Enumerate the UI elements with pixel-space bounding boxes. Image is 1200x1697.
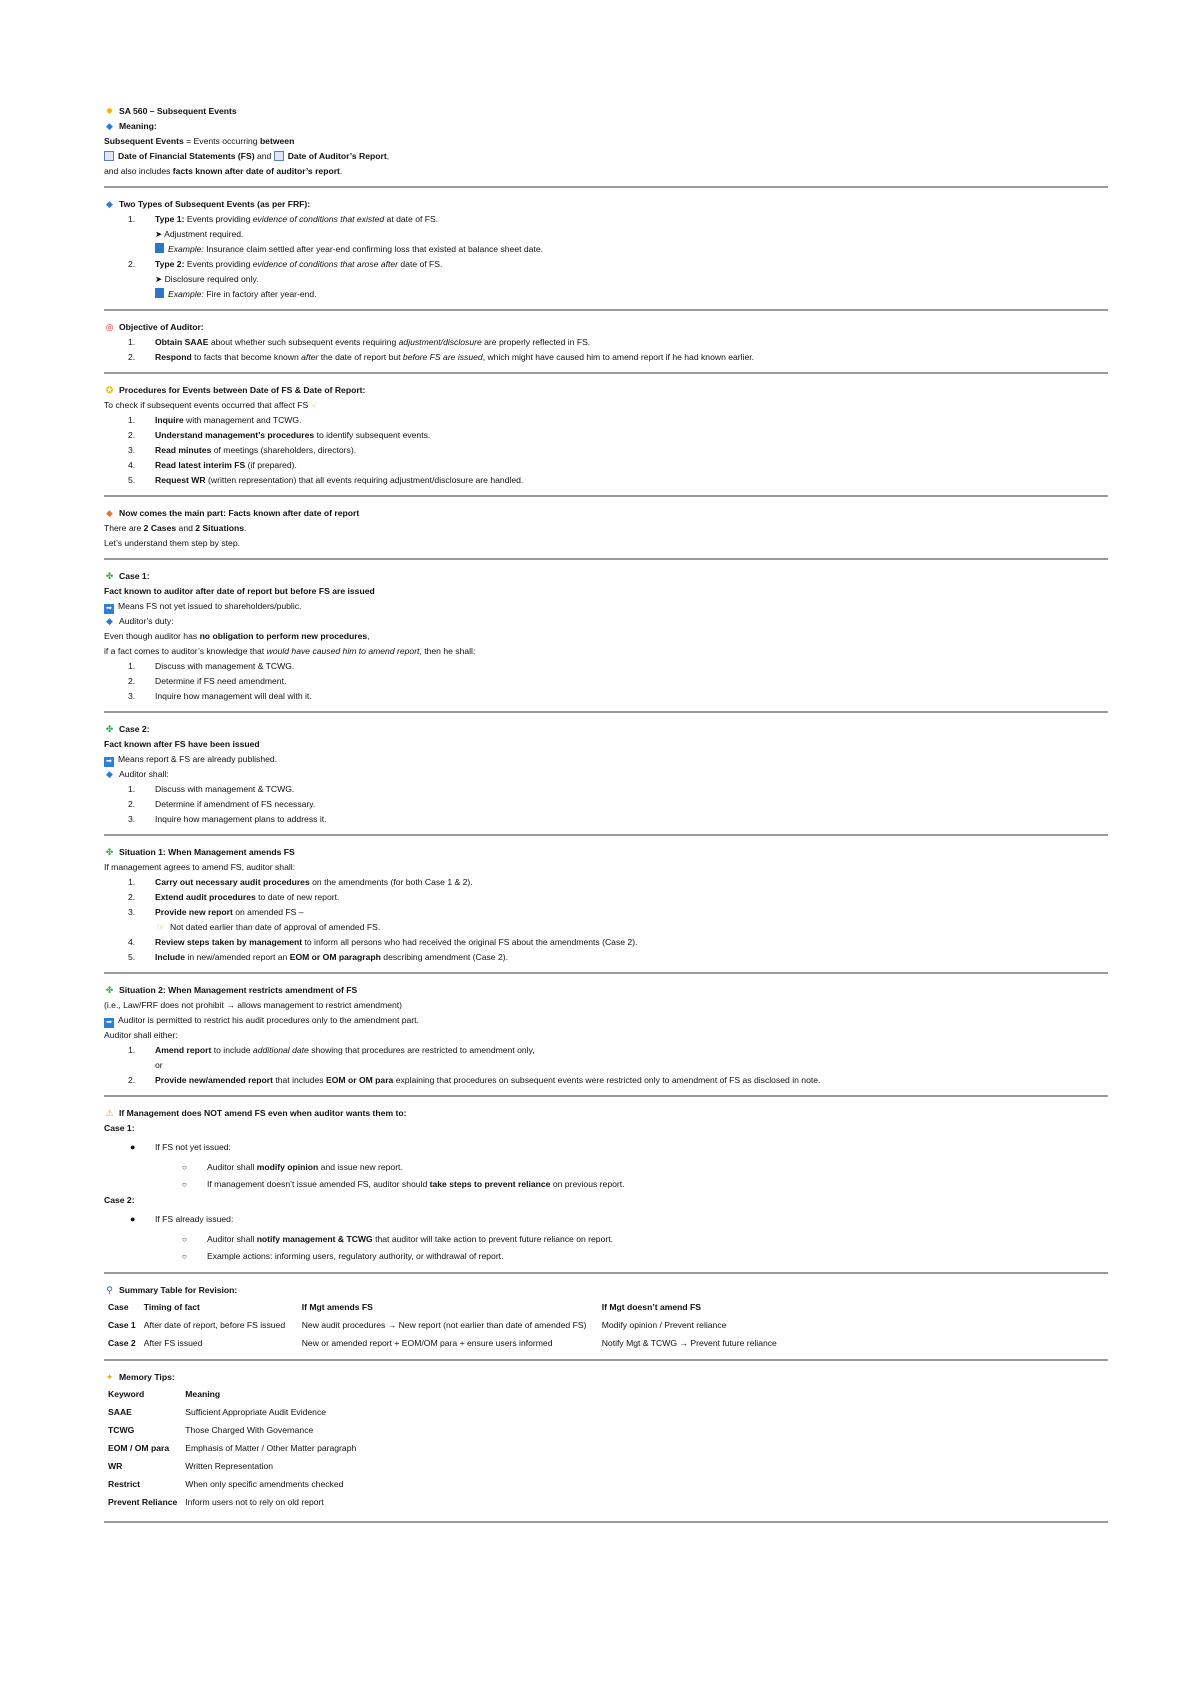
section-situation1	[104, 845, 1108, 969]
list-item: 1. Type 1: Events providing evidence of conditions that existed at date of FS.	[128, 214, 439, 224]
sub-bullet-item: ○ Auditor shall modify opinion and issue new report.	[104, 1159, 1108, 1176]
section-objective	[104, 320, 1108, 369]
target-icon: ◎	[105, 322, 114, 332]
situation2-permitted: ➡ Auditor is permitted to restrict his audit procedures only to the amendment part.	[104, 1013, 1108, 1028]
list-item: 5. Request WR (written representation) that all events requiring adjustment/disclosure are handled.	[128, 475, 524, 485]
table-row	[104, 1439, 360, 1457]
divider	[104, 309, 1108, 311]
memory-heading: ✦ Memory Tips:	[104, 1370, 1108, 1385]
right-arrow-icon: ➡	[104, 1018, 114, 1028]
table-header: If Mgt amends FS	[301, 1302, 373, 1312]
bullet-icon: ●	[130, 1142, 136, 1152]
situation1-heading: ✤ Situation 1: When Management amends FS	[104, 845, 1108, 860]
pointing-down-icon: ☟	[310, 400, 316, 410]
puzzle-icon: ✤	[105, 985, 114, 995]
table-cell: SAAE	[108, 1407, 132, 1417]
list-item: 4. Read latest interim FS (if prepared).	[128, 460, 297, 470]
puzzle-icon: ✤	[105, 847, 114, 857]
book-icon	[155, 288, 164, 298]
divider	[104, 186, 1108, 188]
table-row	[104, 1421, 360, 1439]
not-amend-case2: Case 2:	[104, 1195, 135, 1205]
case2-heading: ✤ Case 2:	[104, 722, 1108, 737]
section-main-part	[104, 506, 1108, 555]
table-cell: WR	[108, 1461, 123, 1471]
warning-icon: ⚠	[105, 1108, 114, 1118]
table-row	[104, 1493, 360, 1511]
divider	[104, 1272, 1108, 1274]
list-item: 3. Inquire how management plans to address it.	[128, 814, 327, 824]
book-icon	[155, 243, 164, 253]
list-item: 1. Carry out necessary audit procedures on the amendments (for both Case 1 & 2).	[128, 877, 473, 887]
table-header: Case	[108, 1302, 129, 1312]
divider	[104, 558, 1108, 560]
circle-bullet-icon: ○	[182, 1163, 187, 1172]
sub-bullet-item: ○ If management doesn’t issue amended FS, auditor should take steps to prevent reliance on previous report.	[104, 1176, 1108, 1193]
compass-icon: ✪	[105, 385, 114, 395]
table-header-row	[104, 1298, 781, 1316]
divider	[104, 495, 1108, 497]
objective-heading: ◎ Objective of Auditor:	[104, 320, 1108, 335]
table-row	[104, 1475, 360, 1493]
blue-diamond-icon: ◆	[106, 769, 113, 779]
procedures-heading: ✪ Procedures for Events between Date of FS & Date of Report:	[104, 383, 1108, 398]
puzzle-icon: ✤	[105, 571, 114, 581]
divider	[104, 1359, 1108, 1361]
orange-diamond-icon: ◆	[106, 508, 113, 518]
table-cell: Restrict	[108, 1479, 140, 1489]
main-part-line2: Let’s understand them step by step.	[104, 538, 240, 548]
table-cell: New or amended report + EOM/OM para + ensure users informed	[301, 1338, 553, 1348]
list-item: 2. Determine if amendment of FS necessary.	[128, 799, 316, 809]
situation2-heading: ✤ Situation 2: When Management restricts amendment of FS	[104, 983, 1108, 998]
case1-bold: Fact known to auditor after date of report but before FS are issued	[104, 586, 375, 596]
main-part-line1: There are 2 Cases and 2 Situations.	[104, 523, 247, 533]
document-page	[104, 104, 1108, 1532]
list-item: 3. Inquire how management will deal with it.	[128, 691, 312, 701]
table-cell: When only specific amendments checked	[185, 1479, 344, 1489]
table-cell: Sufficient Appropriate Audit Evidence	[185, 1407, 327, 1417]
meaning-also: and also includes facts known after date of auditor’s report.	[104, 166, 343, 176]
bullet-item: ● If FS already issued:	[104, 1212, 1108, 1227]
table-cell: Notify Mgt & TCWG → Prevent future reliance	[601, 1338, 777, 1348]
list-item: 2. Extend audit procedures to date of new report.	[128, 892, 340, 902]
list-item: 2. Respond to facts that become known after the date of report but before FS are issued, which might have caused him to amend report if he had known earlier.	[128, 352, 755, 362]
type2-example: Example: Fire in factory after year-end.	[104, 287, 1108, 302]
magnifier-icon: ⚲	[106, 1285, 113, 1295]
calendar-icon	[274, 151, 284, 161]
list-item: 2. Provide new/amended report that includes EOM or OM para explaining that procedures on subsequent events were restricted only to amendment of FS as disclosed in note.	[128, 1075, 821, 1085]
memory-table	[104, 1385, 360, 1511]
situation2-or: or	[155, 1060, 163, 1070]
section-memory	[104, 1370, 1108, 1515]
right-arrow-icon: ➡	[104, 757, 114, 767]
case2-shall: ◆ Auditor shall:	[104, 767, 1108, 782]
blue-diamond-icon: ◆	[106, 616, 113, 626]
divider	[104, 372, 1108, 374]
list-item: 1. Obtain SAAE about whether such subsequent events requiring adjustment/disclosure are properly reflected in FS.	[128, 337, 591, 347]
table-header: Meaning	[185, 1389, 221, 1399]
summary-heading: ⚲ Summary Table for Revision:	[104, 1283, 1108, 1298]
pointing-right-icon: ☞	[156, 922, 165, 932]
bullet-icon: ●	[130, 1214, 136, 1224]
section-situation2	[104, 983, 1108, 1092]
main-part-heading: ◆ Now comes the main part: Facts known after date of report	[104, 506, 1108, 521]
type1-arrow: ➤ Adjustment required.	[155, 229, 244, 239]
section-case2	[104, 722, 1108, 831]
case2-bold: Fact known after FS have been issued	[104, 739, 260, 749]
situation2-either: Auditor shall either:	[104, 1030, 178, 1040]
table-cell: After FS issued	[143, 1338, 203, 1348]
table-header: Timing of fact	[143, 1302, 200, 1312]
table-header-row	[104, 1385, 360, 1403]
case2-means: ➡ Means report & FS are already published.	[104, 752, 1108, 767]
section-meaning	[104, 104, 1108, 183]
table-cell: Prevent Reliance	[108, 1497, 178, 1507]
section-summary	[104, 1283, 1108, 1356]
list-item: 4. Review steps taken by management to inform all persons who had received the original FS about the amendments (Case 2).	[128, 937, 638, 947]
table-row	[104, 1334, 781, 1352]
circle-bullet-icon: ○	[182, 1180, 187, 1189]
doc-title: ✹ SA 560 – Subsequent Events	[104, 104, 1108, 119]
list-item: 2. Type 2: Events providing evidence of conditions that arose after date of FS.	[128, 259, 443, 269]
meaning-definition: Subsequent Events = Events occurring between	[104, 136, 295, 146]
type1-example: Example: Insurance claim settled after year-end confirming loss that existed at balance sheet date.	[104, 242, 1108, 257]
table-cell: TCWG	[108, 1425, 135, 1435]
table-cell: Inform users not to rely on old report	[185, 1497, 324, 1507]
section-types	[104, 197, 1108, 306]
list-item: 1. Amend report to include additional date showing that procedures are restricted to amendment only,	[128, 1045, 535, 1055]
sub-bullet-item: ○ Example actions: informing users, regulatory authority, or withdrawal of report.	[104, 1248, 1108, 1265]
calendar-icon	[104, 151, 114, 161]
situation2-ie: (i.e., Law/FRF does not prohibit → allows management to restrict amendment)	[104, 1000, 403, 1010]
divider	[104, 972, 1108, 974]
list-item: 3. Provide new report on amended FS –	[128, 907, 304, 917]
table-cell: New audit procedures → New report (not earlier than date of amended FS)	[301, 1320, 587, 1330]
table-header: Keyword	[108, 1389, 145, 1399]
list-item: 5. Include in new/amended report an EOM or OM paragraph describing amendment (Case 2).	[128, 952, 508, 962]
not-amend-heading: ⚠ If Management does NOT amend FS even when auditor wants them to:	[104, 1106, 1108, 1121]
case1-even: Even though auditor has no obligation to perform new procedures,	[104, 631, 370, 641]
divider	[104, 1521, 1108, 1523]
blue-diamond-icon: ◆	[106, 121, 113, 131]
case1-duty: ◆ Auditor’s duty:	[104, 614, 1108, 629]
case1-heading: ✤ Case 1:	[104, 569, 1108, 584]
list-item: 1. Inquire with management and TCWG.	[128, 415, 302, 425]
list-item: 2. Determine if FS need amendment.	[128, 676, 287, 686]
right-arrow-icon: ➡	[104, 604, 114, 614]
type2-arrow: ➤ Disclosure required only.	[155, 274, 259, 284]
table-row	[104, 1403, 360, 1421]
table-cell: Written Representation	[185, 1461, 273, 1471]
table-cell: EOM / OM para	[108, 1443, 170, 1453]
divider	[104, 1095, 1108, 1097]
lightbulb-icon: ✦	[105, 1372, 114, 1382]
sun-icon: ✹	[105, 106, 114, 116]
table-row	[104, 1316, 781, 1334]
procedures-intro: To check if subsequent events occurred that affect FS ☟	[104, 400, 316, 410]
table-cell: Case 2	[108, 1338, 136, 1348]
bullet-item: ● If FS not yet issued:	[104, 1140, 1108, 1155]
section-case1	[104, 569, 1108, 708]
section-procedures	[104, 383, 1108, 492]
table-cell: After date of report, before FS issued	[143, 1320, 286, 1330]
situation1-sub-note: ☞ Not dated earlier than date of approval of amended FS.	[104, 920, 1108, 935]
circle-bullet-icon: ○	[182, 1252, 187, 1261]
case1-if: if a fact comes to auditor’s knowledge that would have caused him to amend report, then he shall:	[104, 646, 476, 656]
circle-bullet-icon: ○	[182, 1235, 187, 1244]
table-cell: Emphasis of Matter / Other Matter paragraph	[185, 1443, 357, 1453]
summary-table	[104, 1298, 781, 1352]
puzzle-icon: ✤	[105, 724, 114, 734]
table-header: If Mgt doesn’t amend FS	[601, 1302, 702, 1312]
divider	[104, 834, 1108, 836]
situation1-intro: If management agrees to amend FS, auditor shall:	[104, 862, 296, 872]
divider	[104, 711, 1108, 713]
table-cell: Those Charged With Governance	[185, 1425, 314, 1435]
list-item: 3. Read minutes of meetings (shareholders, directors).	[128, 445, 357, 455]
meaning-dates: Date of Financial Statements (FS) and Date of Auditor’s Report,	[104, 149, 1108, 164]
not-amend-case1: Case 1:	[104, 1123, 135, 1133]
case1-means: ➡ Means FS not yet issued to shareholders/public.	[104, 599, 1108, 614]
blue-diamond-icon: ◆	[106, 199, 113, 209]
meaning-heading: ◆ Meaning:	[104, 119, 1108, 134]
table-cell: Case 1	[108, 1320, 136, 1330]
list-item: 2. Understand management’s procedures to identify subsequent events.	[128, 430, 431, 440]
section-not-amend	[104, 1106, 1108, 1269]
list-item: 1. Discuss with management & TCWG.	[128, 661, 295, 671]
list-item: 1. Discuss with management & TCWG.	[128, 784, 295, 794]
table-cell: Modify opinion / Prevent reliance	[601, 1320, 727, 1330]
sub-bullet-item: ○ Auditor shall notify management & TCWG that auditor will take action to prevent future reliance on report.	[104, 1231, 1108, 1248]
table-row	[104, 1457, 360, 1475]
types-heading: ◆ Two Types of Subsequent Events (as per FRF):	[104, 197, 1108, 212]
